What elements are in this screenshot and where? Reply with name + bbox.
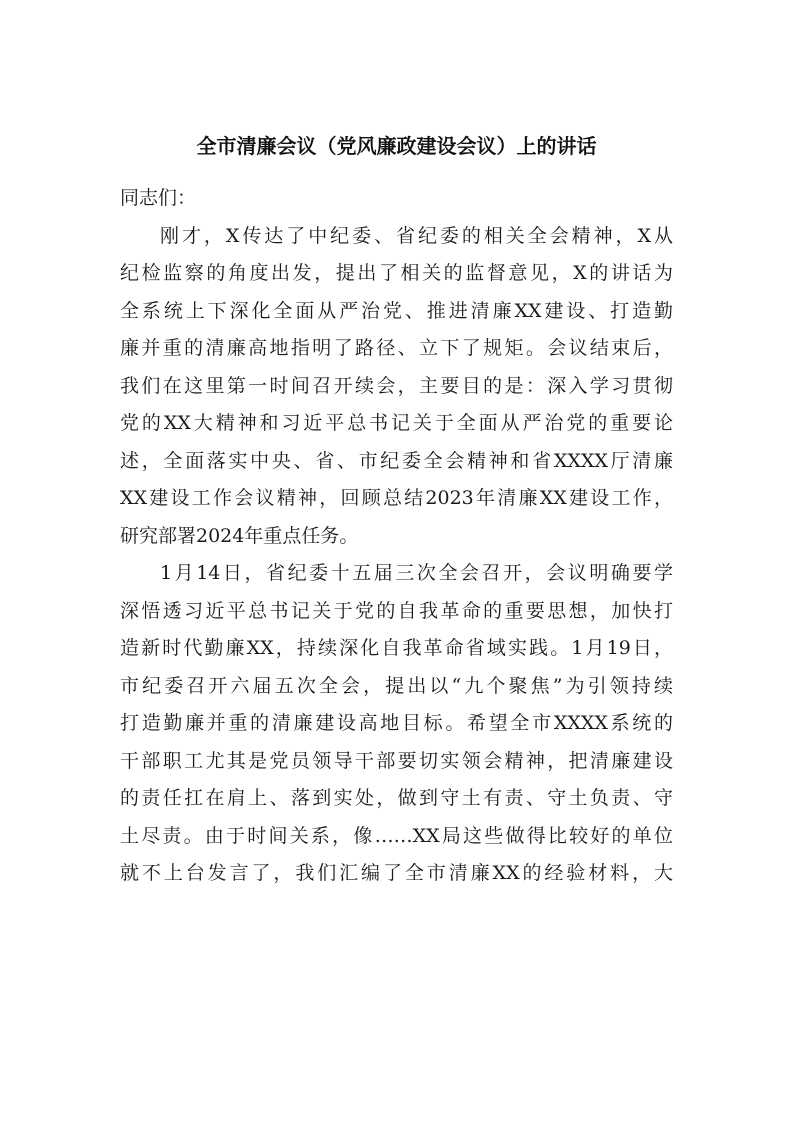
body-line: 土尽责。由于时间关系，像……XX局这些做得比较好的单位 bbox=[120, 824, 673, 847]
body-line: 全系统上下深化全面从严治党、推进清廉XX建设、打造勤 bbox=[120, 299, 673, 322]
document-body bbox=[120, 180, 673, 893]
document-title: 全市清廉会议（党风廉政建设会议）上的讲话 bbox=[196, 134, 597, 158]
body-line: 纪检监察的角度出发，提出了相关的监督意见，X的讲话为 bbox=[120, 262, 673, 284]
body-line: 研究部署2024年重点任务。 bbox=[120, 524, 359, 547]
body-line: 深悟透习近平总书记关于党的自我革命的重要思想，加快打 bbox=[120, 599, 673, 622]
body-line: 党的XX大精神和习近平总书记关于全面从严治党的重要论 bbox=[120, 412, 673, 434]
body-line: XX建设工作会议精神，回顾总结2023年清廉XX建设工作， bbox=[120, 487, 673, 509]
body-line: 的责任扛在肩上、落到实处，做到守土有责、守土负责、守 bbox=[120, 787, 673, 809]
body-line: 1月14日，省纪委十五届三次全会召开，会议明确要学 bbox=[160, 562, 673, 584]
body-line: 市纪委召开六届五次全会，提出以“九个聚焦”为引领持续 bbox=[120, 674, 673, 697]
body-line: 我们在这里第一时间召开续会，主要目的是：深入学习贯彻 bbox=[120, 374, 673, 397]
body-line: 造新时代勤廉XX，持续深化自我革命省域实践。1月19日， bbox=[120, 637, 673, 659]
salutation: 同志们： bbox=[120, 187, 197, 209]
body-line: 述，全面落实中央、省、市纪委全会精神和省XXXX厅清廉 bbox=[120, 449, 673, 472]
body-line: 干部职工尤其是党员领导干部要切实领会精神，把清廉建设 bbox=[120, 749, 673, 772]
body-line: 打造勤廉并重的清廉建设高地目标。希望全市XXXX系统的 bbox=[120, 712, 673, 734]
body-line: 就不上台发言了，我们汇编了全市清廉XX的经验材料，大 bbox=[120, 862, 673, 884]
body-line: 廉并重的清廉高地指明了路径、立下了规矩。会议结束后， bbox=[120, 337, 673, 359]
body-line: 刚才，X传达了中纪委、省纪委的相关全会精神，X从 bbox=[160, 224, 673, 247]
